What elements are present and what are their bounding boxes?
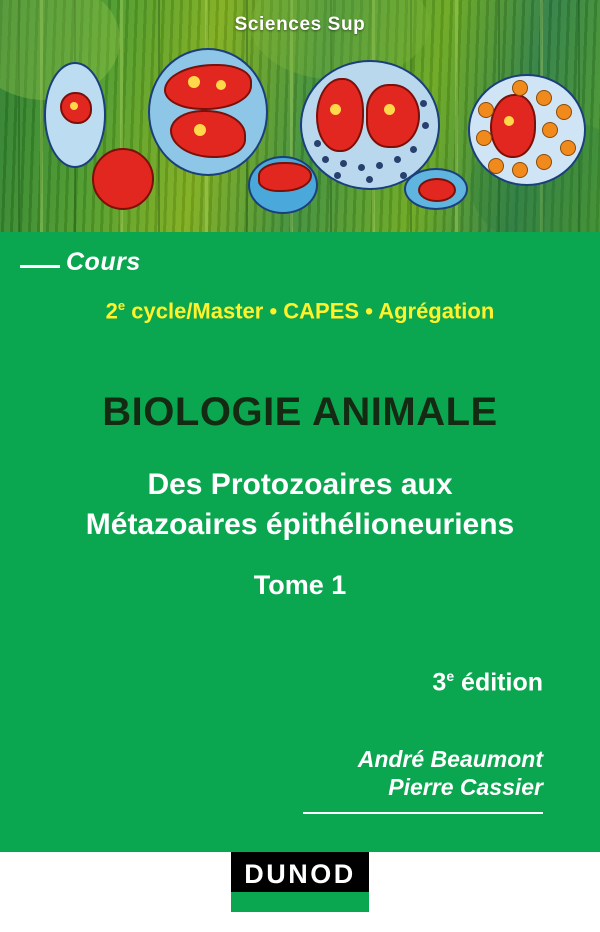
collection-label: Sciences Sup: [234, 14, 366, 35]
series-type-label: Cours: [66, 248, 141, 276]
cell-illustration-2: [92, 148, 154, 210]
cell-nucleus: [316, 78, 364, 152]
cell-granule: [536, 90, 552, 106]
author-name-2: Pierre Cassier: [388, 774, 543, 800]
cell-granule: [512, 80, 528, 96]
cell-membrane: [92, 148, 154, 210]
cell-granule: [512, 162, 528, 178]
volume-label: Tome 1: [253, 570, 347, 600]
cell-illustration-7: [468, 74, 586, 186]
book-subtitle-line2: Métazoaires épithélioneuriens: [85, 508, 515, 541]
cell-granule: [478, 102, 494, 118]
cell-granule: [560, 140, 576, 156]
cell-granule: [536, 154, 552, 170]
cell-granule: [322, 156, 329, 163]
author-rule: [303, 812, 543, 814]
cell-inclusion: [330, 104, 341, 115]
book-subtitle: [0, 465, 600, 545]
publisher-name: DUNOD: [244, 858, 356, 889]
cell-granule: [394, 156, 401, 163]
cell-illustration-6: [404, 168, 468, 210]
cell-nucleus: [490, 94, 536, 158]
cell-inclusion: [188, 76, 200, 88]
cell-granule: [334, 172, 341, 179]
cell-inclusion: [194, 124, 206, 136]
audience-ordinal: e: [117, 298, 126, 313]
book-title: BIOLOGIE ANIMALE: [102, 390, 498, 434]
cell-granule: [314, 140, 321, 147]
cell-nucleus: [418, 178, 456, 202]
cell-granule: [366, 176, 373, 183]
cell-granule: [358, 164, 365, 171]
cell-inclusion: [504, 116, 514, 126]
cell-inclusion: [384, 104, 395, 115]
audience-number: 2: [105, 298, 118, 324]
cell-granule: [410, 146, 417, 153]
book-subtitle-line1: Des Protozoaires aux: [147, 468, 453, 501]
author-list: [123, 745, 543, 801]
cours-rule: [20, 265, 60, 268]
cell-inclusion: [70, 102, 78, 110]
cell-granule: [476, 130, 492, 146]
cell-nucleus: [366, 84, 420, 148]
cell-granule: [420, 100, 427, 107]
cell-granule: [422, 122, 429, 129]
author-name-1: André Beaumont: [357, 746, 543, 772]
cell-granule: [340, 160, 347, 167]
audience-rest: cycle/Master • CAPES • Agrégation: [125, 298, 495, 324]
edition-label: [432, 668, 543, 697]
edition-word: édition: [454, 668, 543, 697]
edition-ordinal: e: [446, 668, 455, 684]
cell-granule: [376, 162, 383, 169]
cover-artwork-band: [0, 0, 600, 232]
cell-granule: [488, 158, 504, 174]
edition-number: 3: [432, 668, 447, 697]
cell-granule: [542, 122, 558, 138]
cell-inclusion: [216, 80, 226, 90]
cell-granule: [556, 104, 572, 120]
audience-line: [0, 298, 600, 324]
